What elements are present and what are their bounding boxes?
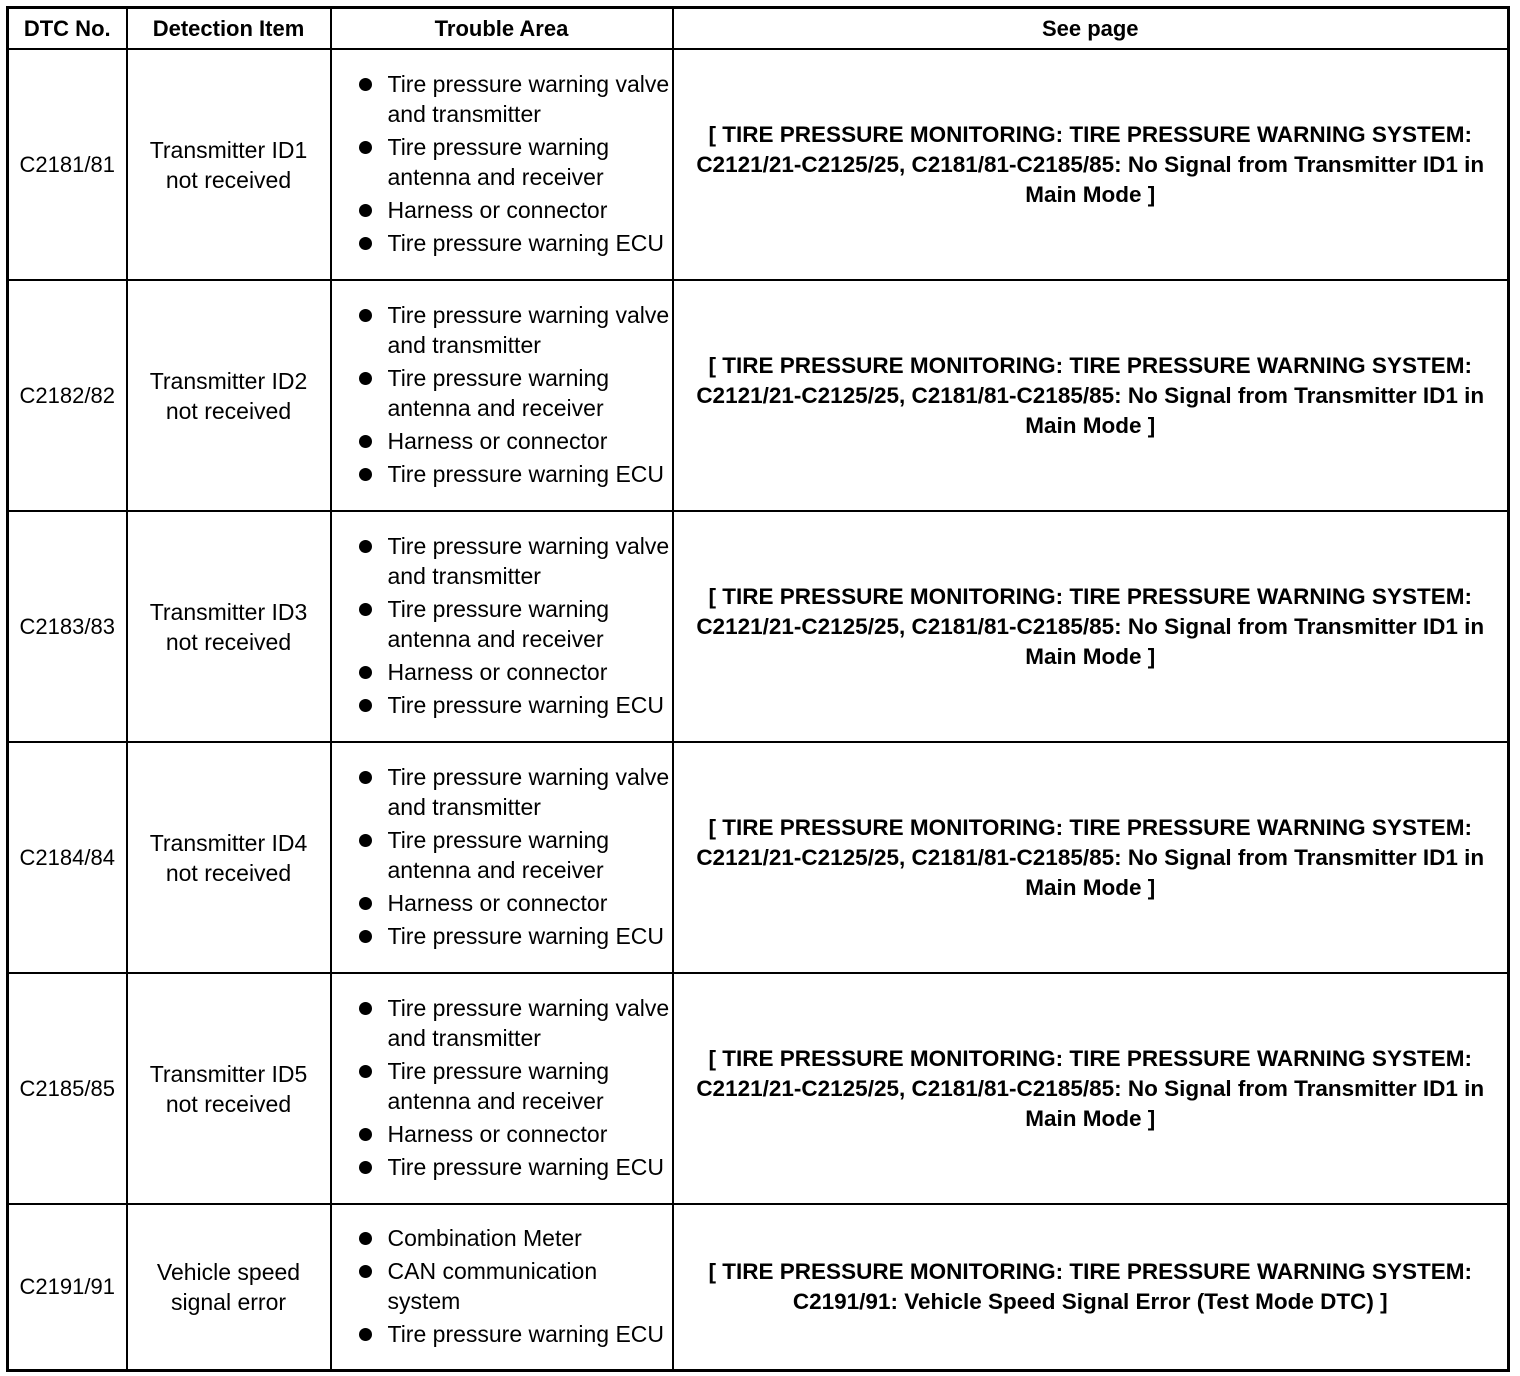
table-row	[8, 280, 1509, 511]
trouble-area-item: Harness or connector	[352, 1119, 672, 1149]
trouble-area-item: Tire pressure warning ECU	[352, 921, 672, 951]
trouble-area	[331, 973, 673, 1204]
trouble-area-list	[332, 531, 672, 720]
dtc-code: C2183/83	[8, 511, 127, 742]
trouble-area-item: Tire pressure warning antenna and receiver	[352, 1056, 672, 1116]
detection-item	[127, 511, 331, 742]
detection-line: Transmitter ID3	[149, 598, 308, 625]
table-row	[8, 511, 1509, 742]
trouble-area-item: Tire pressure warning valve and transmitter	[352, 531, 672, 591]
trouble-area-item: Tire pressure warning valve and transmitter	[352, 69, 672, 129]
detection-item	[127, 742, 331, 973]
detection-line: Transmitter ID1	[149, 136, 308, 163]
detection-item	[127, 973, 331, 1204]
trouble-area-list	[332, 762, 672, 951]
detection-item	[127, 280, 331, 511]
trouble-area-item: Tire pressure warning ECU	[352, 1319, 672, 1349]
detection-line: not received	[165, 628, 292, 655]
header-see-page: See page	[673, 8, 1509, 50]
detection-line: Transmitter ID4	[149, 829, 308, 856]
table-header-row	[8, 8, 1509, 50]
table-row	[8, 973, 1509, 1204]
trouble-area	[331, 742, 673, 973]
see-page-link[interactable]: [ TIRE PRESSURE MONITORING: TIRE PRESSURE WARNING SYSTEM: C2121/21-C2125/25, C2181/81-C2185/85: No Signal from Transmitter ID1 in Main Mode ]	[673, 280, 1509, 511]
trouble-area-item: Tire pressure warning ECU	[352, 459, 672, 489]
trouble-area-item: Harness or connector	[352, 426, 672, 456]
table-row	[8, 742, 1509, 973]
header-detection-item: Detection Item	[127, 8, 331, 50]
detection-line: Transmitter ID2	[149, 367, 308, 394]
trouble-area-item: Tire pressure warning antenna and receiver	[352, 825, 672, 885]
trouble-area-item: Tire pressure warning valve and transmitter	[352, 300, 672, 360]
see-page-link[interactable]: [ TIRE PRESSURE MONITORING: TIRE PRESSURE WARNING SYSTEM: C2191/91: Vehicle Speed Signal Error (Test Mode DTC) ]	[673, 1204, 1509, 1370]
dtc-code: C2191/91	[8, 1204, 127, 1370]
trouble-area	[331, 49, 673, 280]
detection-line: not received	[165, 166, 292, 193]
see-page-link[interactable]: [ TIRE PRESSURE MONITORING: TIRE PRESSURE WARNING SYSTEM: C2121/21-C2125/25, C2181/81-C2185/85: No Signal from Transmitter ID1 in Main Mode ]	[673, 49, 1509, 280]
see-page-link[interactable]: [ TIRE PRESSURE MONITORING: TIRE PRESSURE WARNING SYSTEM: C2121/21-C2125/25, C2181/81-C2185/85: No Signal from Transmitter ID1 in Main Mode ]	[673, 973, 1509, 1204]
trouble-area	[331, 511, 673, 742]
detection-line: not received	[165, 397, 292, 424]
trouble-area-item: Tire pressure warning ECU	[352, 1152, 672, 1182]
trouble-area-item: Harness or connector	[352, 888, 672, 918]
trouble-area-item: Tire pressure warning antenna and receiver	[352, 132, 672, 192]
trouble-area-item: Tire pressure warning valve and transmitter	[352, 993, 672, 1053]
see-page-link[interactable]: [ TIRE PRESSURE MONITORING: TIRE PRESSURE WARNING SYSTEM: C2121/21-C2125/25, C2181/81-C2185/85: No Signal from Transmitter ID1 in Main Mode ]	[673, 511, 1509, 742]
trouble-area-item: Harness or connector	[352, 195, 672, 225]
trouble-area-item: Harness or connector	[352, 657, 672, 687]
dtc-code: C2184/84	[8, 742, 127, 973]
trouble-area-list	[332, 1223, 672, 1349]
dtc-code: C2181/81	[8, 49, 127, 280]
header-trouble-area: Trouble Area	[331, 8, 673, 50]
trouble-area	[331, 280, 673, 511]
trouble-area-item: Combination Meter	[352, 1223, 672, 1253]
trouble-area-item: Tire pressure warning ECU	[352, 690, 672, 720]
dtc-code: C2182/82	[8, 280, 127, 511]
trouble-area-list	[332, 993, 672, 1182]
detection-line: Vehicle speed	[156, 1258, 301, 1285]
detection-line: not received	[165, 1090, 292, 1117]
trouble-area-item: Tire pressure warning ECU	[352, 228, 672, 258]
trouble-area-list	[332, 69, 672, 258]
trouble-area-list	[332, 300, 672, 489]
trouble-area-item: Tire pressure warning antenna and receiver	[352, 363, 672, 423]
table-row	[8, 1204, 1509, 1370]
trouble-area-item: CAN communication system	[352, 1256, 672, 1316]
detection-line: Transmitter ID5	[149, 1060, 308, 1087]
table-row	[8, 49, 1509, 280]
trouble-area-item: Tire pressure warning antenna and receiver	[352, 594, 672, 654]
detection-item	[127, 49, 331, 280]
detection-item	[127, 1204, 331, 1370]
header-dtc-no: DTC No.	[8, 8, 127, 50]
detection-line: signal error	[170, 1288, 287, 1315]
trouble-area-item: Tire pressure warning valve and transmitter	[352, 762, 672, 822]
dtc-code: C2185/85	[8, 973, 127, 1204]
trouble-area	[331, 1204, 673, 1370]
dtc-table	[6, 6, 1510, 1372]
see-page-link[interactable]: [ TIRE PRESSURE MONITORING: TIRE PRESSURE WARNING SYSTEM: C2121/21-C2125/25, C2181/81-C2185/85: No Signal from Transmitter ID1 in Main Mode ]	[673, 742, 1509, 973]
detection-line: not received	[165, 859, 292, 886]
